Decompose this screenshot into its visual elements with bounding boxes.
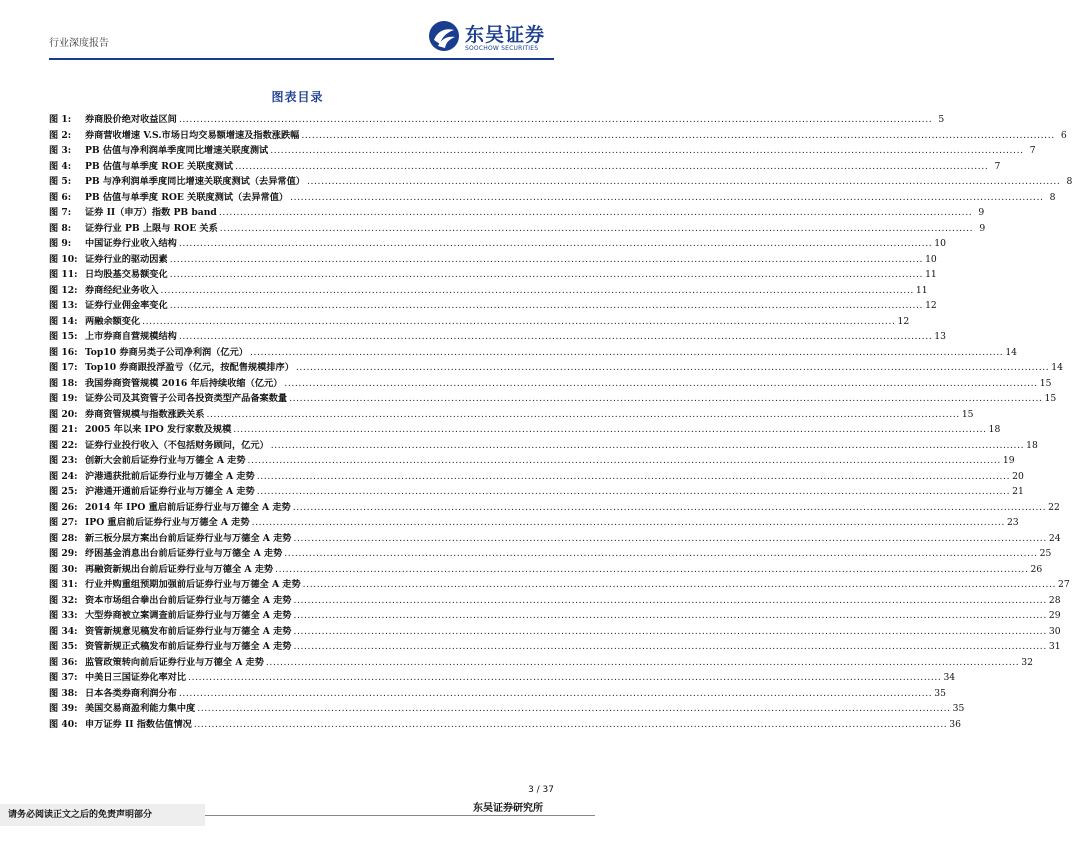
toc-entry-title: 监管政策转向前后证券行业与万德全 A 走势 bbox=[85, 656, 264, 668]
toc-entry-page: 25 bbox=[1039, 548, 1052, 559]
toc-entry-number: 图 5: bbox=[49, 176, 72, 187]
toc-entry[interactable] bbox=[49, 345, 1018, 361]
toc-entry-number: 图 1: bbox=[49, 114, 72, 125]
toc-entry-leader bbox=[289, 391, 1042, 407]
toc-entry-number: 图 28: bbox=[49, 532, 78, 544]
toc-entry[interactable] bbox=[49, 329, 946, 345]
toc-entry-page: 22 bbox=[1048, 501, 1060, 513]
toc-entry-number: 图 4: bbox=[49, 160, 72, 172]
toc-entry-page: 34 bbox=[943, 672, 956, 683]
toc-entry-leader bbox=[219, 205, 972, 221]
toc-entry-leader bbox=[303, 577, 1056, 593]
toc-entry-title: PB 与净利润单季度同比增速关联度测试（去异常值） bbox=[85, 176, 305, 187]
toc-entry-title: PB 估值与净利润单季度同比增速关联度测试 bbox=[85, 145, 269, 156]
toc-entry-page: 14 bbox=[1051, 362, 1063, 373]
toc-entry-leader bbox=[284, 546, 1037, 562]
toc-entry-page: 36 bbox=[949, 718, 961, 730]
toc-entry-page: 7 bbox=[1029, 145, 1036, 156]
toc-entry-title: 中国证券行业收入结构 bbox=[85, 238, 177, 249]
toc-entry-number: 图 10: bbox=[49, 253, 78, 265]
toc-entry-leader bbox=[301, 128, 1054, 144]
toc-entry-page: 11 bbox=[925, 269, 937, 280]
toc-entry-leader bbox=[179, 236, 932, 252]
toc-entry-leader bbox=[170, 298, 923, 314]
toc-entry[interactable] bbox=[49, 190, 1056, 206]
toc-entry-title: Top10 券商跟投浮盈亏（亿元，按配售规模排序） bbox=[85, 362, 294, 373]
toc-entry-title: IPO 重启前后证券行业与万德全 A 走势 bbox=[85, 517, 250, 528]
toc-entry-leader bbox=[170, 252, 923, 268]
toc-entry-leader bbox=[293, 639, 1046, 655]
toc-entry-leader bbox=[296, 360, 1049, 376]
toc-entry-leader bbox=[194, 717, 947, 733]
toc-entry-page: 15 bbox=[1039, 377, 1052, 389]
toc-entry-leader bbox=[293, 531, 1046, 547]
toc-entry-title: 证券行业佣金率变化 bbox=[85, 300, 168, 311]
toc-entry-number: 图 24: bbox=[49, 470, 78, 482]
toc-entry-page: 13 bbox=[934, 331, 946, 342]
toc-entry[interactable] bbox=[49, 314, 910, 330]
toc-title: 图表目录 bbox=[271, 90, 324, 104]
toc-entry-leader bbox=[161, 283, 914, 299]
toc-entry-page: 18 bbox=[988, 424, 1001, 435]
toc-entry[interactable] bbox=[49, 701, 965, 717]
toc-entry-title: 券商营收增速 V.S.市场日均交易额增速及指数涨跌幅 bbox=[85, 129, 300, 141]
toc-entry[interactable] bbox=[49, 267, 937, 283]
toc-entry-number: 图 21: bbox=[49, 424, 78, 435]
toc-entry-title: 申万证券 II 指数估值情况 bbox=[85, 718, 192, 730]
toc-entry[interactable] bbox=[49, 593, 1061, 609]
toc-entry-page: 30 bbox=[1048, 625, 1061, 637]
toc-entry-number: 图 33: bbox=[49, 610, 78, 621]
toc-entry-leader bbox=[142, 314, 895, 330]
toc-entry-number: 图 12: bbox=[49, 284, 78, 296]
toc-entry-title: 行业并购重组预期加强前后证券行业与万德全 A 走势 bbox=[85, 579, 301, 590]
toc-entry[interactable] bbox=[49, 252, 937, 268]
toc-entry-title: 两融余额变化 bbox=[85, 315, 141, 327]
toc-entry-title: 我国券商资管规模 2016 年后持续收缩（亿元） bbox=[85, 377, 283, 389]
toc-entry[interactable] bbox=[49, 655, 1033, 671]
toc-entry-leader bbox=[248, 453, 1001, 469]
toc-entry-leader bbox=[293, 593, 1046, 609]
toc-entry-number: 图 20: bbox=[49, 408, 78, 420]
logo-chinese-name: 东吴证券 bbox=[465, 24, 546, 46]
toc-entry-page: 14 bbox=[1005, 346, 1018, 358]
toc-entry-title: 大型券商被立案调查前后证券行业与万德全 A 走势 bbox=[85, 610, 292, 621]
toc-entry[interactable] bbox=[49, 221, 986, 237]
toc-entry-title: 证券 II（申万）指数 PB band bbox=[85, 207, 217, 218]
footer-organization: 东吴证券研究所 bbox=[473, 803, 543, 814]
toc-entry[interactable] bbox=[49, 562, 1043, 578]
toc-entry[interactable] bbox=[49, 407, 974, 423]
toc-entry[interactable] bbox=[49, 236, 946, 252]
toc-entry-number: 图 23: bbox=[49, 455, 78, 466]
toc-entry-number: 图 37: bbox=[49, 672, 78, 683]
toc-entry[interactable] bbox=[49, 159, 1001, 175]
toc-entry[interactable] bbox=[49, 686, 946, 702]
toc-entry-leader bbox=[179, 686, 932, 702]
toc-entry-page: 15 bbox=[961, 408, 974, 420]
toc-entry[interactable] bbox=[49, 639, 1061, 655]
toc-entry-number: 图 36: bbox=[49, 656, 78, 668]
toc-entry-title: 券商股价绝对收益区间 bbox=[85, 114, 177, 125]
header-category: 行业深度报告 bbox=[49, 38, 109, 49]
toc-entry-title: 券商经纪业务收入 bbox=[85, 284, 159, 296]
toc-entry-leader bbox=[293, 500, 1046, 516]
footer-divider bbox=[200, 815, 595, 816]
toc-entry-number: 图 34: bbox=[49, 625, 78, 637]
toc-entry-page: 24 bbox=[1048, 532, 1061, 544]
toc-entry-page: 5 bbox=[938, 114, 945, 125]
toc-entry-page: 35 bbox=[934, 687, 946, 699]
toc-entry-number: 图 16: bbox=[49, 346, 78, 358]
toc-entry-title: PB 估值与单季度 ROE 关联度测试 bbox=[85, 160, 233, 172]
toc-entry-title: 沪港通获批前后证券行业与万德全 A 走势 bbox=[85, 470, 255, 482]
toc-entry[interactable] bbox=[49, 283, 928, 299]
toc-entry-title: 资管新规正式稿发布前后证券行业与万德全 A 走势 bbox=[85, 641, 292, 652]
toc-entry-title: 2014 年 IPO 重启前后证券行业与万德全 A 走势 bbox=[85, 501, 291, 513]
toc-entry[interactable] bbox=[49, 205, 985, 221]
toc-entry-number: 图 2: bbox=[49, 129, 72, 141]
toc-entry[interactable] bbox=[49, 422, 1001, 438]
toc-entry-leader bbox=[271, 438, 1024, 454]
toc-entry-title: PB 估值与单季度 ROE 关联度测试（去异常值） bbox=[85, 191, 289, 203]
toc-entry-number: 图 27: bbox=[49, 517, 78, 528]
toc-entry-title: 资本市场组合拳出台前后证券行业与万德全 A 走势 bbox=[85, 594, 292, 606]
toc-entry-number: 图 25: bbox=[49, 486, 78, 497]
toc-entry-page: 9 bbox=[979, 222, 986, 234]
toc-entry-title: 上市券商自营规模结构 bbox=[85, 331, 177, 342]
toc-entry-title: 新三板分层方案出台前后证券行业与万德全 A 走势 bbox=[85, 532, 292, 544]
toc-entry-title: 纾困基金消息出台前后证券行业与万德全 A 走势 bbox=[85, 548, 283, 559]
toc-entry-page: 20 bbox=[1012, 470, 1024, 482]
toc-entry-leader bbox=[179, 329, 932, 345]
toc-entry-page: 23 bbox=[1006, 517, 1019, 528]
toc-entry-number: 图 6: bbox=[49, 191, 72, 203]
toc-entry-page: 29 bbox=[1048, 610, 1061, 621]
logo-english-name: SOOCHOW SECURITIES bbox=[465, 45, 539, 52]
toc-entry[interactable] bbox=[49, 469, 1024, 485]
toc-entry-page: 35 bbox=[952, 703, 965, 714]
toc-entry[interactable] bbox=[49, 438, 1038, 454]
toc-entry-leader bbox=[293, 608, 1046, 624]
toc-entry-leader bbox=[257, 484, 1010, 500]
toc-entry-number: 图 13: bbox=[49, 300, 78, 311]
toc-entry-number: 图 39: bbox=[49, 703, 78, 714]
toc-entry-leader bbox=[266, 655, 1019, 671]
toc-entry-number: 图 19: bbox=[49, 393, 78, 404]
toc-entry-title: 创新大会前后证券行业与万德全 A 走势 bbox=[85, 455, 246, 466]
toc-entry-leader bbox=[293, 624, 1046, 640]
toc-entry[interactable] bbox=[49, 546, 1052, 562]
toc-entry-title: 证券行业投行收入（不包括财务顾问，亿元） bbox=[85, 439, 269, 451]
toc-entry[interactable] bbox=[49, 298, 937, 314]
toc-entry-number: 图 15: bbox=[49, 331, 78, 342]
page-number: 3 / 37 bbox=[528, 785, 554, 795]
header-divider bbox=[49, 58, 554, 60]
toc-entry-number: 图 14: bbox=[49, 315, 78, 327]
toc-entry-number: 图 26: bbox=[49, 501, 78, 513]
toc-entry-number: 图 40: bbox=[49, 718, 78, 730]
toc-entry-title: Top10 券商另类子公司净利润（亿元） bbox=[85, 346, 248, 358]
toc-entry-leader bbox=[257, 469, 1010, 485]
toc-entry-page: 8 bbox=[1049, 191, 1056, 203]
toc-entry[interactable] bbox=[49, 624, 1061, 640]
toc-entry-number: 图 35: bbox=[49, 641, 78, 652]
toc-entry-page: 12 bbox=[925, 300, 937, 311]
toc-entry[interactable] bbox=[49, 360, 1063, 376]
toc-entry-page: 18 bbox=[1026, 439, 1038, 451]
toc-entry-number: 图 22: bbox=[49, 439, 78, 451]
toc-entry-leader bbox=[197, 701, 950, 717]
toc-entry-page: 19 bbox=[1002, 455, 1015, 466]
toc-entry-title: 2005 年以来 IPO 发行家数及规模 bbox=[85, 424, 232, 435]
disclaimer-notice: 请务必阅读正文之后的免责声明部分 bbox=[0, 804, 205, 826]
toc-entry-title: 证券行业 PB 上限与 ROE 关系 bbox=[85, 222, 218, 234]
toc-entry-leader bbox=[170, 267, 923, 283]
toc-entry-leader bbox=[284, 376, 1037, 392]
toc-entry[interactable] bbox=[49, 453, 1015, 469]
toc-entry-number: 图 29: bbox=[49, 548, 78, 559]
toc-entry-title: 沪港通开通前后证券行业与万德全 A 走势 bbox=[85, 486, 255, 497]
toc-entry-leader bbox=[235, 159, 988, 175]
toc-entry-title: 日均股基交易额变化 bbox=[85, 269, 168, 280]
toc-entry-number: 图 32: bbox=[49, 594, 78, 606]
toc-entry-leader bbox=[270, 143, 1023, 159]
toc-entry-page: 9 bbox=[978, 207, 985, 218]
toc-entry[interactable] bbox=[49, 577, 1070, 593]
toc-entry[interactable] bbox=[49, 128, 1067, 144]
toc-entry-number: 图 38: bbox=[49, 687, 78, 699]
toc-entry-leader bbox=[206, 407, 959, 423]
toc-entry-page: 10 bbox=[925, 253, 937, 265]
toc-entry[interactable] bbox=[49, 484, 1024, 500]
toc-entry-page: 12 bbox=[897, 315, 910, 327]
toc-entry-page: 8 bbox=[1066, 176, 1072, 187]
toc-entry-page: 31 bbox=[1048, 641, 1061, 652]
toc-entry-page: 32 bbox=[1021, 656, 1033, 668]
toc-entry-leader bbox=[307, 174, 1060, 190]
toc-entry-number: 图 31: bbox=[49, 579, 78, 590]
toc-entry-leader bbox=[233, 422, 986, 438]
toc-entry-number: 图 11: bbox=[49, 269, 78, 280]
toc-entry-leader bbox=[250, 345, 1003, 361]
toc-entry-number: 图 18: bbox=[49, 377, 78, 389]
toc-entry-page: 28 bbox=[1048, 594, 1061, 606]
toc-entry[interactable] bbox=[49, 717, 961, 733]
toc-entry[interactable] bbox=[49, 515, 1019, 531]
soochow-logo-icon bbox=[428, 20, 460, 52]
toc-entry[interactable] bbox=[49, 174, 1072, 190]
toc-list bbox=[49, 112, 1072, 732]
toc-entry-title: 日本各类券商利润分布 bbox=[85, 687, 177, 699]
toc-entry[interactable] bbox=[49, 112, 945, 128]
toc-entry-number: 图 3: bbox=[49, 145, 72, 156]
company-logo bbox=[428, 20, 558, 56]
toc-entry-page: 11 bbox=[915, 284, 928, 296]
toc-entry[interactable] bbox=[49, 391, 1057, 407]
toc-entry-leader bbox=[220, 221, 973, 237]
toc-entry-page: 27 bbox=[1058, 579, 1070, 590]
toc-entry-leader bbox=[252, 515, 1005, 531]
toc-entry-leader bbox=[188, 670, 941, 686]
toc-entry-number: 图 30: bbox=[49, 563, 78, 575]
toc-entry-title: 美国交易商盈利能力集中度 bbox=[85, 703, 196, 714]
toc-entry-page: 21 bbox=[1012, 486, 1024, 497]
toc-entry[interactable] bbox=[49, 500, 1060, 516]
toc-entry-title: 中美日三国证券化率对比 bbox=[85, 672, 187, 683]
toc-entry-leader bbox=[179, 112, 932, 128]
toc-entry-number: 图 17: bbox=[49, 362, 78, 373]
toc-entry-page: 7 bbox=[994, 160, 1001, 172]
toc-entry-page: 6 bbox=[1060, 129, 1067, 141]
toc-entry-number: 图 8: bbox=[49, 222, 72, 234]
toc-entry-number: 图 7: bbox=[49, 207, 72, 218]
toc-entry-number: 图 9: bbox=[49, 238, 72, 249]
toc-entry-title: 券商资管规模与指数涨跌关系 bbox=[85, 408, 205, 420]
toc-entry-title: 资管新规意见稿发布前后证券行业与万德全 A 走势 bbox=[85, 625, 292, 637]
toc-entry-leader bbox=[275, 562, 1028, 578]
toc-entry[interactable] bbox=[49, 608, 1061, 624]
toc-entry-title: 证券行业的驱动因素 bbox=[85, 253, 168, 265]
toc-entry[interactable] bbox=[49, 143, 1036, 159]
toc-entry[interactable] bbox=[49, 670, 956, 686]
toc-entry-page: 15 bbox=[1044, 393, 1057, 404]
toc-entry[interactable] bbox=[49, 376, 1052, 392]
toc-entry-page: 26 bbox=[1030, 563, 1043, 575]
toc-entry-title: 再融资新规出台前后证券行业与万德全 A 走势 bbox=[85, 563, 274, 575]
toc-entry[interactable] bbox=[49, 531, 1061, 547]
toc-entry-page: 10 bbox=[934, 238, 946, 249]
toc-entry-title: 证券公司及其资管子公司各投资类型产品备案数量 bbox=[85, 393, 288, 404]
toc-entry-leader bbox=[290, 190, 1043, 206]
